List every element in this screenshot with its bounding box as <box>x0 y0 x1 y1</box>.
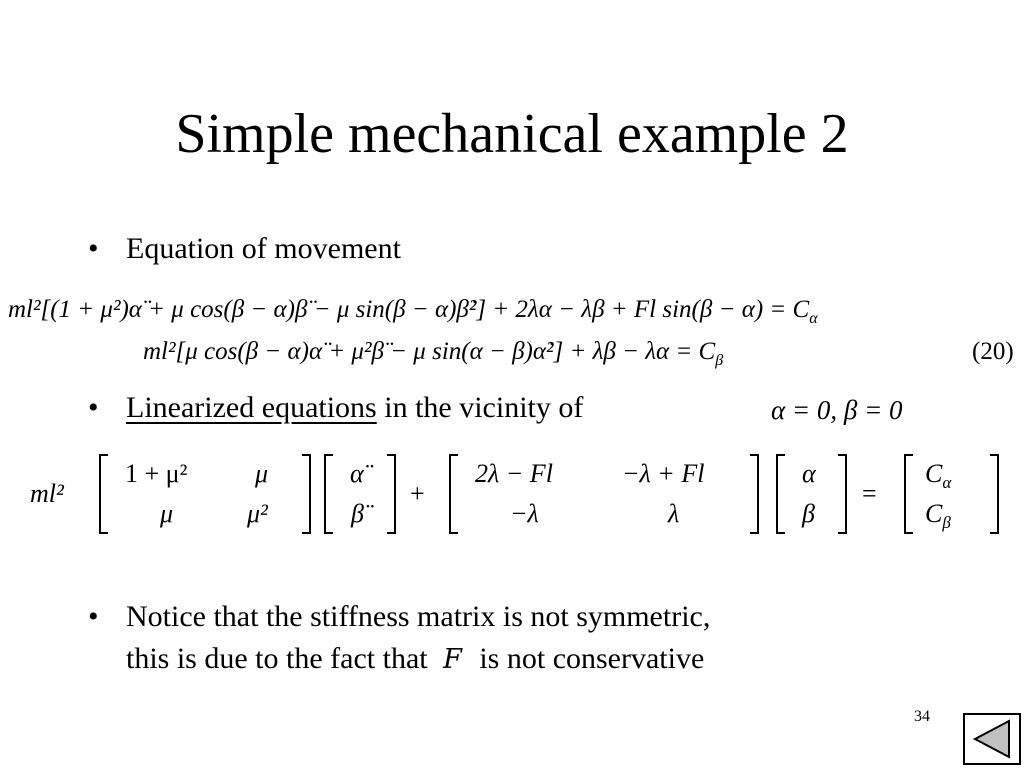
condition-expression: α = 0, β = 0 <box>771 395 903 425</box>
stiffness-21: −λ <box>510 499 539 528</box>
slide-title: Simple mechanical example 2 <box>175 103 849 165</box>
rhs-right-bracket <box>990 455 998 533</box>
disp-left-bracket <box>777 455 785 533</box>
rhs-entry-text: $C_\beta$ <box>925 499 951 532</box>
bullet-text: Equation of movement <box>126 232 401 265</box>
equation-1 <box>8 295 818 334</box>
rhs-left-bracket <box>905 455 913 533</box>
bullet-notice <box>88 598 968 678</box>
equation-1-body: ml²[(1 + μ²)α̈ + μ cos(β − α)β̈ − μ sin(β − α)β̇²] + 2λα − λβ + Fl sin(β − α) = C <box>8 296 810 323</box>
mass-right-bracket <box>302 455 310 533</box>
rhs-c-alpha <box>925 459 952 492</box>
equation-1-subscript: α <box>809 310 818 327</box>
equals-sign: = <box>862 479 877 508</box>
stiffness-11: 2λ − Fl <box>475 459 553 488</box>
accel-alpha: α̈ <box>350 459 364 488</box>
equation-2 <box>143 337 723 376</box>
equation-2-subscript: β <box>715 352 724 369</box>
bullet-2-trailing-text: in the vicinity of <box>376 391 584 424</box>
linearized-equations-link[interactable]: Linearized equations <box>126 391 377 424</box>
bullet-dot: • <box>88 600 99 633</box>
accel-left-bracket <box>325 455 333 533</box>
slide-number: 34 <box>914 708 930 725</box>
matrix-equation <box>30 450 1005 540</box>
disp-right-bracket <box>838 455 846 533</box>
equation-2-body: ml²[μ cos(β − α)α̈ + μ²β̈ − μ sin(α − β)α̇²] + λβ − λα = C <box>143 338 716 365</box>
accel-right-bracket <box>387 455 395 533</box>
symbol-f: F <box>443 644 462 675</box>
disp-alpha: α <box>802 459 816 488</box>
mass-left-bracket <box>100 455 108 533</box>
bullet-2-text <box>126 389 583 427</box>
stiffness-12: −λ + Fl <box>622 459 705 488</box>
stiffness-right-bracket <box>750 455 758 533</box>
matrix-prefix: ml² <box>30 479 64 508</box>
mass-22: μ² <box>247 499 268 528</box>
mass-21: μ <box>160 499 174 528</box>
equation-number: (20) <box>972 338 1014 365</box>
bullet-3-line-2-after: is not conservative <box>479 642 705 675</box>
bullet-3-line-2 <box>126 640 704 679</box>
accel-beta: β̈ <box>351 499 364 528</box>
bullet-dot: • <box>88 232 99 265</box>
stiffness-22: λ <box>668 499 680 528</box>
bullet-3-line-2-before: this is due to the fact that <box>126 642 428 675</box>
previous-slide-button[interactable] <box>963 713 1021 765</box>
left-triangle-icon <box>965 715 1019 763</box>
bullet-dot: • <box>88 391 99 424</box>
bullet-3-line-1: Notice that the stiffness matrix is not symmetric, <box>126 600 711 633</box>
rhs-c-beta <box>925 499 951 532</box>
mass-11: 1 + μ² <box>125 459 188 488</box>
plus-sign: + <box>410 479 425 508</box>
stiffness-left-bracket <box>450 455 458 533</box>
mass-12: μ <box>255 459 269 488</box>
disp-beta: β <box>802 499 815 528</box>
rhs-entry-text: $C_\alpha$ <box>925 459 952 492</box>
